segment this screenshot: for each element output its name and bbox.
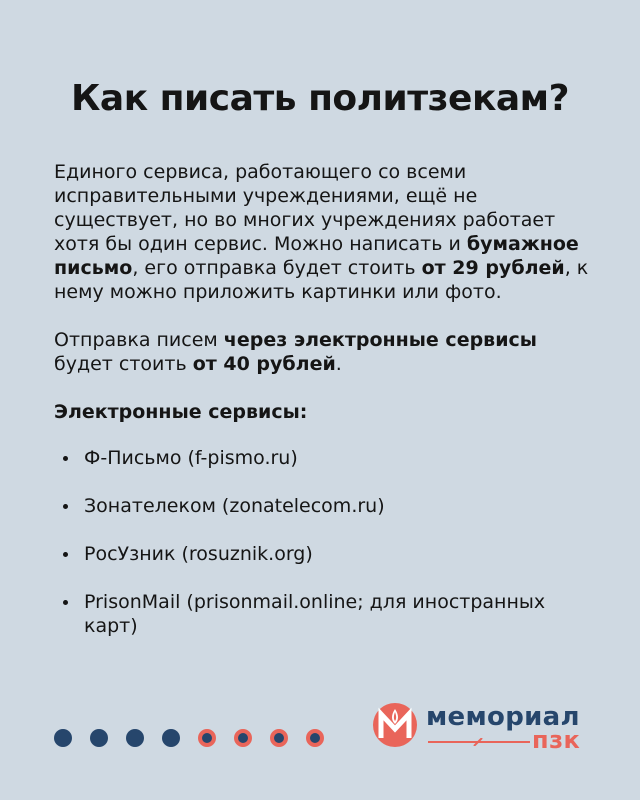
pagination-dot	[54, 729, 72, 747]
memorial-logo	[372, 702, 602, 754]
pagination-dot	[198, 729, 216, 747]
logo-underline	[428, 738, 530, 746]
list-item: PrisonMail (prisonmail.online; для иностранных карт)	[54, 590, 594, 638]
logo-word-memorial: мемориал	[426, 702, 580, 732]
logo-word-pzk: пзк	[532, 726, 581, 754]
pagination-dot	[162, 729, 180, 747]
page-title: Как писать политзекам?	[70, 78, 569, 119]
carousel-pagination	[54, 729, 324, 747]
intro-paragraph: Единого сервиса, работающего со всеми исправительными учреждениями, ещё не существует, но во многих учреждениях работает хотя бы один сервис. Можно написать и бумажное письмо, его отправка будет стоить от 29 рублей, к нему можно приложить картинки или фото.	[54, 161, 589, 303]
article-body	[54, 160, 594, 662]
services-list	[54, 446, 594, 638]
list-item: РосУзник (rosuznik.org)	[54, 542, 594, 566]
price-paragraph: Отправка писем через электронные сервисы будет стоить от 40 рублей.	[54, 329, 537, 375]
list-item: Ф-Письмо (f-pismo.ru)	[54, 446, 594, 470]
memorial-m-icon	[372, 702, 418, 748]
pagination-dot	[234, 729, 252, 747]
pagination-dot	[306, 729, 324, 747]
pagination-dot	[270, 729, 288, 747]
pagination-dot	[90, 729, 108, 747]
pagination-dot	[126, 729, 144, 747]
services-heading: Электронные сервисы:	[54, 401, 308, 423]
list-item: Зонателеком (zonatelecom.ru)	[54, 494, 594, 518]
